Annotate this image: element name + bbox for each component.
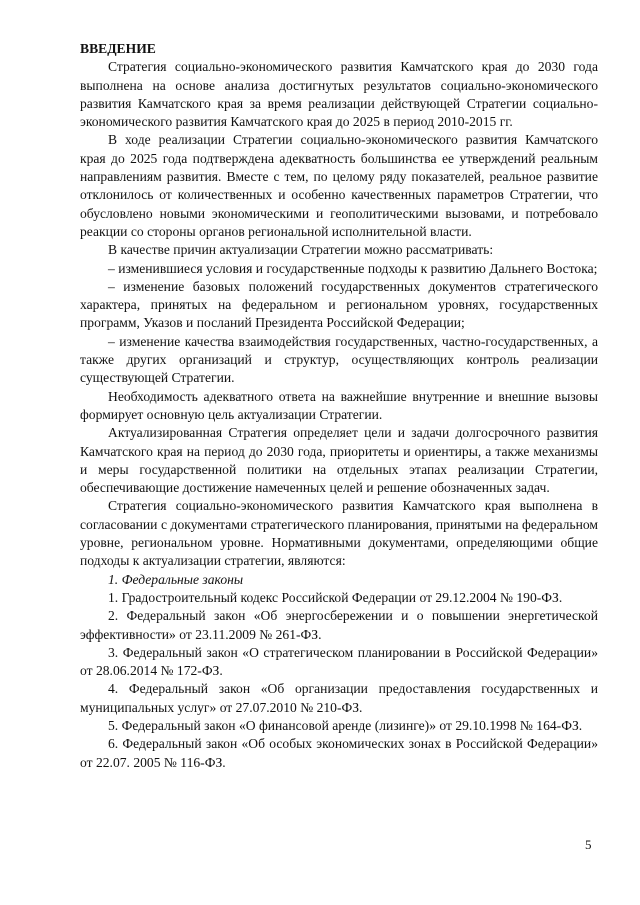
reason-item: – изменение базовых положений государственных документов стратегического характера, принятых на федеральном и региональном уровнях, государственных программ, Указов и посланий Президента Российской Федерации; <box>80 278 598 331</box>
law-item: 3. Федеральный закон «О стратегическом планировании в Российской Федерации» от 28.06.2014 № 172-ФЗ. <box>80 644 598 679</box>
section-heading: ВВЕДЕНИЕ <box>80 41 156 56</box>
paragraph: Стратегия социально-экономического развития Камчатского края выполнена в согласовании с документами стратегического планирования, принятыми на федеральном уровне, региональном уровне. Нормативными документами, определяющими общие подходы к актуализации стратегии, являются: <box>80 498 598 569</box>
reason-item: – изменение качества взаимодействия государственных, частно-государственных, а также других организаций и структур, осуществляющих контроль реализации существующей Стратегии. <box>80 333 598 386</box>
paragraph: В качестве причин актуализации Стратегии можно рассматривать: <box>108 242 494 258</box>
paragraph: Стратегия социально-экономического развития Камчатского края до 2030 года выполнена на основе анализа достигнутых результатов социально-экономического развития Камчатского края за время реализации действующей Стратегии социально-экономического развития Камчатского края до 2025 в период 2010-2015 гг. <box>80 59 598 130</box>
law-item: 1. Градостроительный кодекс Российской Федерации от 29.12.2004 № 190-ФЗ. <box>108 589 563 605</box>
subheading-federal-laws: 1. Федеральные законы <box>108 571 244 587</box>
page-number: 5 <box>585 837 592 852</box>
reason-item: – изменившиеся условия и государственные подходы к развитию Дальнего Востока; <box>108 260 598 276</box>
law-item: 5. Федеральный закон «О финансовой аренде (лизинге)» от 29.10.1998 № 164-ФЗ. <box>108 717 583 733</box>
paragraph: В ходе реализации Стратегии социально-экономического развития Камчатского края до 2025 года подтверждена адекватность большинства ее утверждений реальным направлениям развития. Вместе с тем, по целому ряду показателей, реальное развитие отклонилось от количественных и особенно качественных параметров Стратегии, что обусловлено новыми экономическими и геополитическими вызовами, и потребовало реакции со стороны органов региональной исполнительной власти. <box>80 132 598 239</box>
paragraph: Необходимость адекватного ответа на важнейшие внутренние и внешние вызовы формирует основную цель актуализации Стратегии. <box>80 388 598 422</box>
law-item: 4. Федеральный закон «Об организации предоставления государственных и муниципальных услуг» от 27.07.2010 № 210-ФЗ. <box>80 681 598 715</box>
law-item: 6. Федеральный закон «Об особых экономических зонах в Российской Федерации» от 22.07. 2005 № 116-ФЗ. <box>80 736 598 770</box>
law-item: 2. Федеральный закон «Об энергосбережении и о повышении энергетической эффективности» от 23.11.2009 № 261-ФЗ. <box>80 608 598 642</box>
paragraph: Актуализированная Стратегия определяет цели и задачи долгосрочного развития Камчатского края на период до 2030 года, приоритеты и ориентиры, а также механизмы и меры государственной политики на отдельных этапах реализации Стратегии, обеспечивающие достижение намеченных целей и решение обозначенных задач. <box>80 425 598 496</box>
page-content <box>80 40 598 772</box>
